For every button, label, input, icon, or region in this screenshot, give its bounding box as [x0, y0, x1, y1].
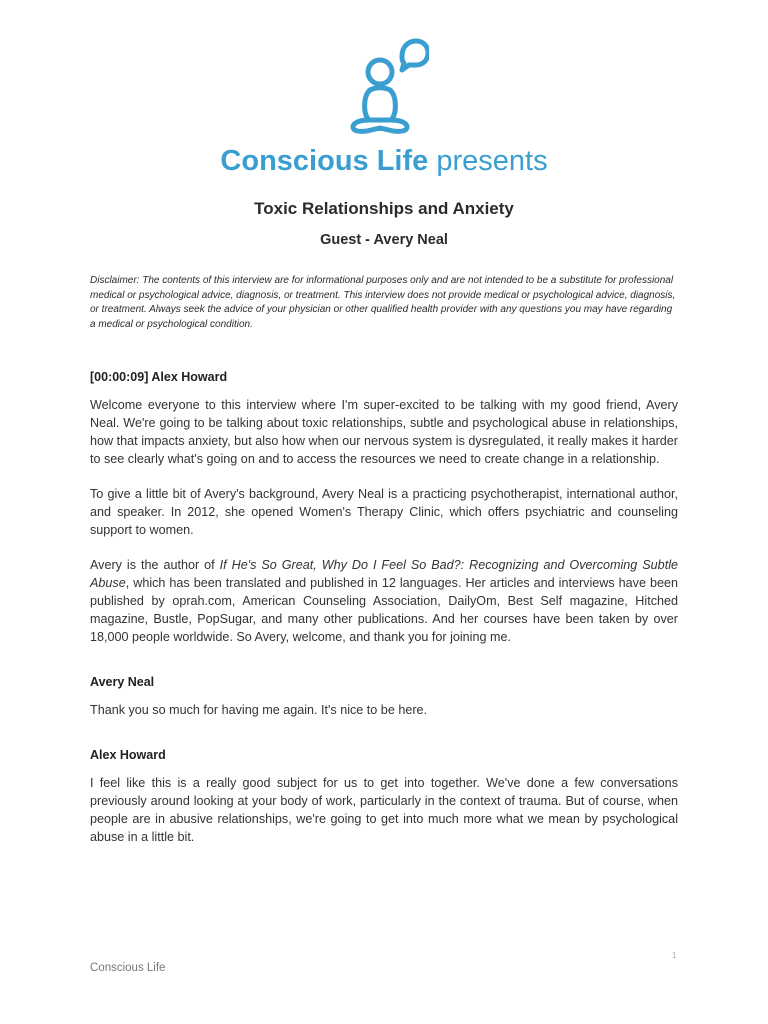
disclaimer: Disclaimer: The contents of this interview are for informational purposes only and are not intended to be a substitute for professional medical or psychological advice, diagnosis, or treatment. This interview does not provide medical or psychological advice, diagnosis, or treatment. Always seek the advice of your physician or other qualified health provider with any questions you may have regarding a medical or psychological condition. [90, 275, 676, 330]
transcript-paragraph: Thank you so much for having me again. It's nice to be here. [90, 703, 428, 717]
transcript-paragraph: To give a little bit of Avery's background, Avery Neal is a practicing psychotherapist, international author, and speaker. In 2012, she opened Women's Therapy Clinic, which offers psychiatric and counseling support to women. [90, 487, 678, 537]
paragraph-text: Avery is the author of [90, 558, 220, 572]
transcript-paragraph [90, 556, 678, 646]
document-title: Toxic Relationships and Anxiety [254, 199, 514, 218]
paragraph-text: , which has been translated and published in 12 languages. Her articles and interviews have been published by oprah.com, American Counseling Association, DailyOm, Best Self magazine, Hitched magazine, Bustle, PopSugar, and many other publications. And her courses have been taken by over 18,000 people worldwide. So Avery, welcome, and thank you for joining me. [90, 576, 678, 644]
book-title: If He's So Great, Why Do I Feel So Bad?: Recognizing and Overcoming Subtle Abuse [90, 558, 678, 590]
brand-suffix: presents [436, 145, 548, 177]
guest-line: Guest - Avery Neal [320, 232, 448, 248]
brand-name: Conscious Life [220, 145, 429, 177]
speaker-label: Alex Howard [90, 748, 166, 762]
logo [0, 34, 768, 134]
page-number: 1 [672, 951, 677, 960]
footer-label: Conscious Life [90, 962, 166, 974]
transcript [90, 368, 678, 863]
brand-heading [0, 143, 768, 179]
meditating-person-icon [339, 34, 429, 134]
speaker-label: [00:00:09] Alex Howard [90, 370, 228, 384]
transcript-paragraph: I feel like this is a really good subject for us to get into together. We've done a few conversations previously around looking at your body of work, particularly in the context of trauma. But of course, when people are in abusive relationships, we're going to get into much more what we mean by psychological abuse in a little bit. [90, 776, 678, 844]
transcript-paragraph: Welcome everyone to this interview where I'm super-excited to be talking with my good friend, Avery Neal. We're going to be talking about toxic relationships, subtle and psychological abuse in relationships, how that impacts anxiety, but also how when our nervous system is dysregulated, it really makes it harder to see clearly what's going on and to access the resources we need to create change in a relationship. [90, 398, 678, 466]
speaker-label: Avery Neal [90, 675, 155, 689]
